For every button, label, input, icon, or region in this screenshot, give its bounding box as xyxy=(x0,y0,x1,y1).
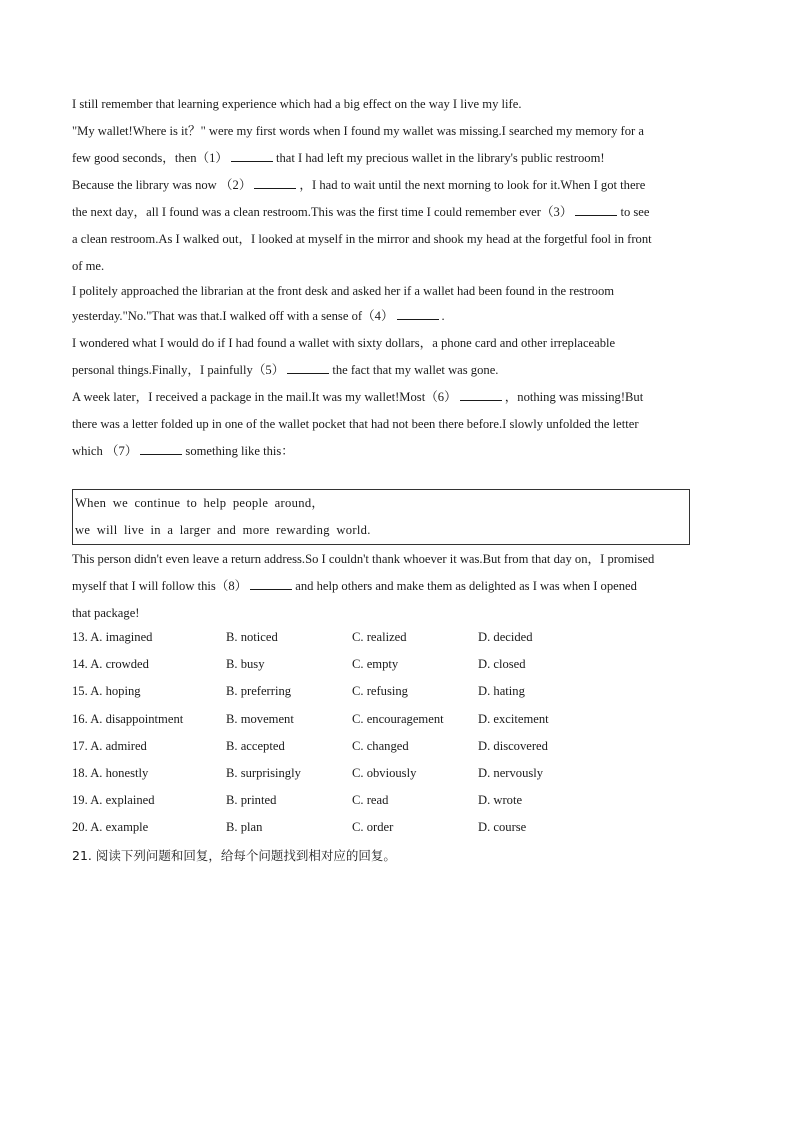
blank-7 xyxy=(140,442,182,455)
option-c: C. refusing xyxy=(352,684,408,699)
option-c: C. read xyxy=(352,793,389,808)
passage-line xyxy=(72,147,722,174)
text: which （7） xyxy=(72,444,138,458)
option-b: B. busy xyxy=(226,657,265,672)
option-d: D. discovered xyxy=(478,738,548,753)
letter-line: When we continue to help people around， xyxy=(75,496,325,510)
option-a: 20. A. example xyxy=(72,820,149,835)
text: and help others and make them as delighted as I was when I opened xyxy=(295,579,637,593)
option-a: 19. A. explained xyxy=(72,793,155,808)
text: myself that I will follow this（8） xyxy=(72,579,248,593)
blank-8 xyxy=(250,577,292,590)
text: to see xyxy=(620,205,650,219)
passage-line xyxy=(72,174,722,201)
blank-1 xyxy=(231,149,273,162)
blank-2 xyxy=(254,176,296,189)
option-d: D. course xyxy=(478,820,527,835)
blank-4 xyxy=(397,307,439,320)
option-c: C. obviously xyxy=(352,765,417,780)
option-b: B. movement xyxy=(226,711,294,726)
option-d: D. excitement xyxy=(478,711,549,726)
passage-line xyxy=(72,359,722,386)
option-d: D. hating xyxy=(478,684,525,699)
option-c: C. changed xyxy=(352,738,409,753)
question-21: 21. 阅读下列问题和回复，给每个问题找到相对应的回复。 xyxy=(72,848,396,863)
option-a: 16. A. disappointment xyxy=(72,711,184,726)
option-b: B. preferring xyxy=(226,684,292,699)
option-b: B. plan xyxy=(226,820,263,835)
passage-line: that package! xyxy=(72,606,140,620)
passage-line xyxy=(72,440,722,467)
option-a: 17. A. admired xyxy=(72,738,147,753)
option-a: 14. A. crowded xyxy=(72,657,149,672)
passage-line xyxy=(72,575,732,602)
option-d: D. closed xyxy=(478,657,526,672)
letter-box xyxy=(72,489,690,545)
option-c: C. encouragement xyxy=(352,711,444,726)
passage-line xyxy=(72,305,722,332)
option-d: D. wrote xyxy=(478,793,523,808)
text: something like this： xyxy=(185,444,294,458)
option-d: D. nervously xyxy=(478,765,544,780)
option-b: B. accepted xyxy=(226,738,285,753)
text: few good seconds，then（1） xyxy=(72,151,228,165)
text: A week later，I received a package in the mail.It was my wallet!Most（6） xyxy=(72,390,457,404)
passage-ending xyxy=(72,548,732,629)
text: ，nothing was missing!But xyxy=(504,390,644,404)
option-b: B. surprisingly xyxy=(226,765,301,780)
passage-line xyxy=(72,386,722,413)
blank-3 xyxy=(575,203,617,216)
option-b: B. noticed xyxy=(226,630,278,644)
blank-6 xyxy=(460,388,502,401)
option-c: C. empty xyxy=(352,657,399,672)
option-c: C. realized xyxy=(352,630,407,644)
text: that I had left my precious wallet in the library's public restroom! xyxy=(276,151,605,165)
passage xyxy=(72,93,722,467)
text: yesterday."No."That was that.I walked off with a sense of（4） xyxy=(72,309,394,323)
passage-line: I wondered what I would do if I had found a wallet with sixty dollars，a phone card and other irreplaceable xyxy=(72,336,616,350)
letter-line: we will live in a larger and more rewarding world. xyxy=(75,523,371,537)
blank-5 xyxy=(287,361,329,374)
passage-line: I politely approached the librarian at the front desk and asked her if a wallet had been found in the restroom xyxy=(72,284,615,298)
option-a: 13. A. imagined xyxy=(72,630,153,644)
passage-line: there was a letter folded up in one of the wallet pocket that had not been there before.I slowly unfolded the letter xyxy=(72,417,639,431)
text: the next day，all I found was a clean restroom.This was the first time I could remember ever（3） xyxy=(72,205,573,219)
option-a: 15. A. hoping xyxy=(72,684,141,699)
text: personal things.Finally，I painfully（5） xyxy=(72,363,285,377)
passage-line: a clean restroom.As I walked out，I looked at myself in the mirror and shook my head at the forgetful fool in front xyxy=(72,232,652,246)
option-d: D. decided xyxy=(478,630,533,644)
passage-line: "My wallet!Where is it？" were my first words when I found my wallet was missing.I searched my memory for a xyxy=(72,124,644,138)
passage-line: This person didn't even leave a return address.So I couldn't thank whoever it was.But from that day on，I promised xyxy=(72,552,655,566)
text: the fact that my wallet was gone. xyxy=(332,363,499,377)
passage-line: of me. xyxy=(72,259,105,273)
passage-line: I still remember that learning experience which had a big effect on the way I live my life. xyxy=(72,97,522,111)
option-a: 18. A. honestly xyxy=(72,765,149,780)
option-c: C. order xyxy=(352,820,394,835)
text: Because the library was now （2） xyxy=(72,178,252,192)
option-b: B. printed xyxy=(226,793,277,808)
text: . xyxy=(441,309,445,323)
text: ，I had to wait until the next morning to look for it.When I got there xyxy=(299,178,646,192)
passage-line xyxy=(72,201,722,228)
